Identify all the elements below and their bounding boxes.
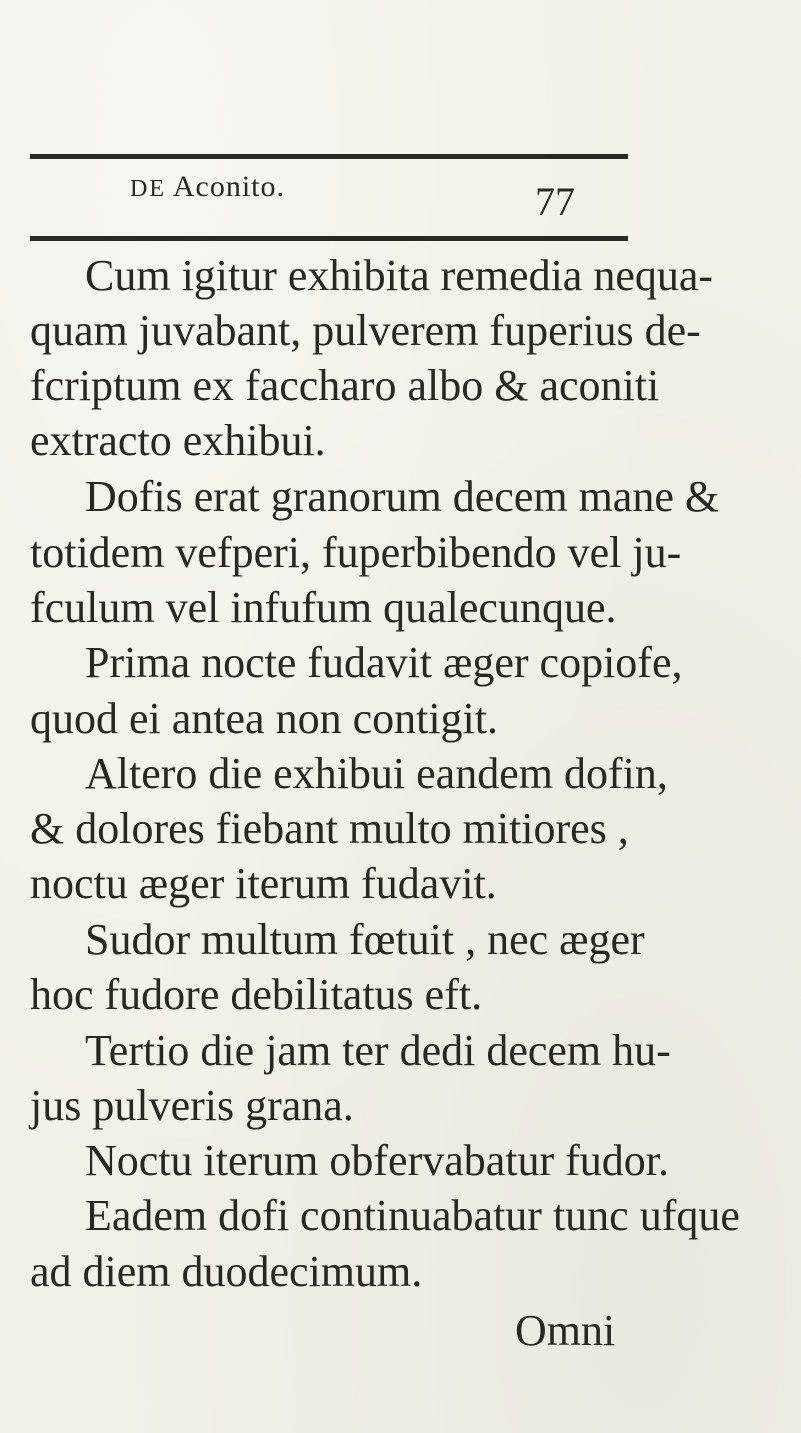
catchword: Omni [515,1306,616,1355]
header-rule-bottom [30,236,628,241]
text-line: noctu æger iterum fudavit. [30,859,497,908]
text-line: Prima nocte fudavit æger copiofe, [85,638,683,687]
header-rule-top [30,154,628,159]
text-line: hoc fudore debilitatus eft. [30,970,483,1019]
page-number: 77 [535,179,575,224]
text-line: extracto exhibui. [30,416,326,465]
running-head-prefix: DE [130,176,166,202]
text-line: Altero die exhibui eandem dofin, [85,749,668,798]
text-line: totidem vefperi, fuperbibendo vel ju- [30,528,682,577]
text-line: fcriptum ex faccharo albo & aconiti [30,361,660,410]
text-line: ad diem duodecimum. [30,1247,423,1296]
running-head-title: Aconito. [172,170,286,203]
text-line: Eadem dofi continuabatur tunc ufque [85,1191,740,1240]
text-line: Noctu iterum obfervabatur fudor. [85,1136,670,1185]
text-line: jus pulveris grana. [30,1081,354,1130]
text-line: Tertio die jam ter dedi decem hu- [85,1026,671,1075]
text-line: Cum igitur exhibita remedia nequa- [85,251,714,300]
text-line: quam juvabant, pulverem fuperius de- [30,306,701,355]
running-head [130,170,285,204]
text-line: Sudor multum fœtuit , nec æger [85,915,645,964]
text-line: Dofis erat granorum decem mane & [85,472,720,521]
text-line: quod ei antea non contigit. [30,694,498,743]
text-line: fculum vel infufum qualecunque. [30,583,617,632]
text-line: & dolores fiebant multo mitiores , [30,804,629,853]
